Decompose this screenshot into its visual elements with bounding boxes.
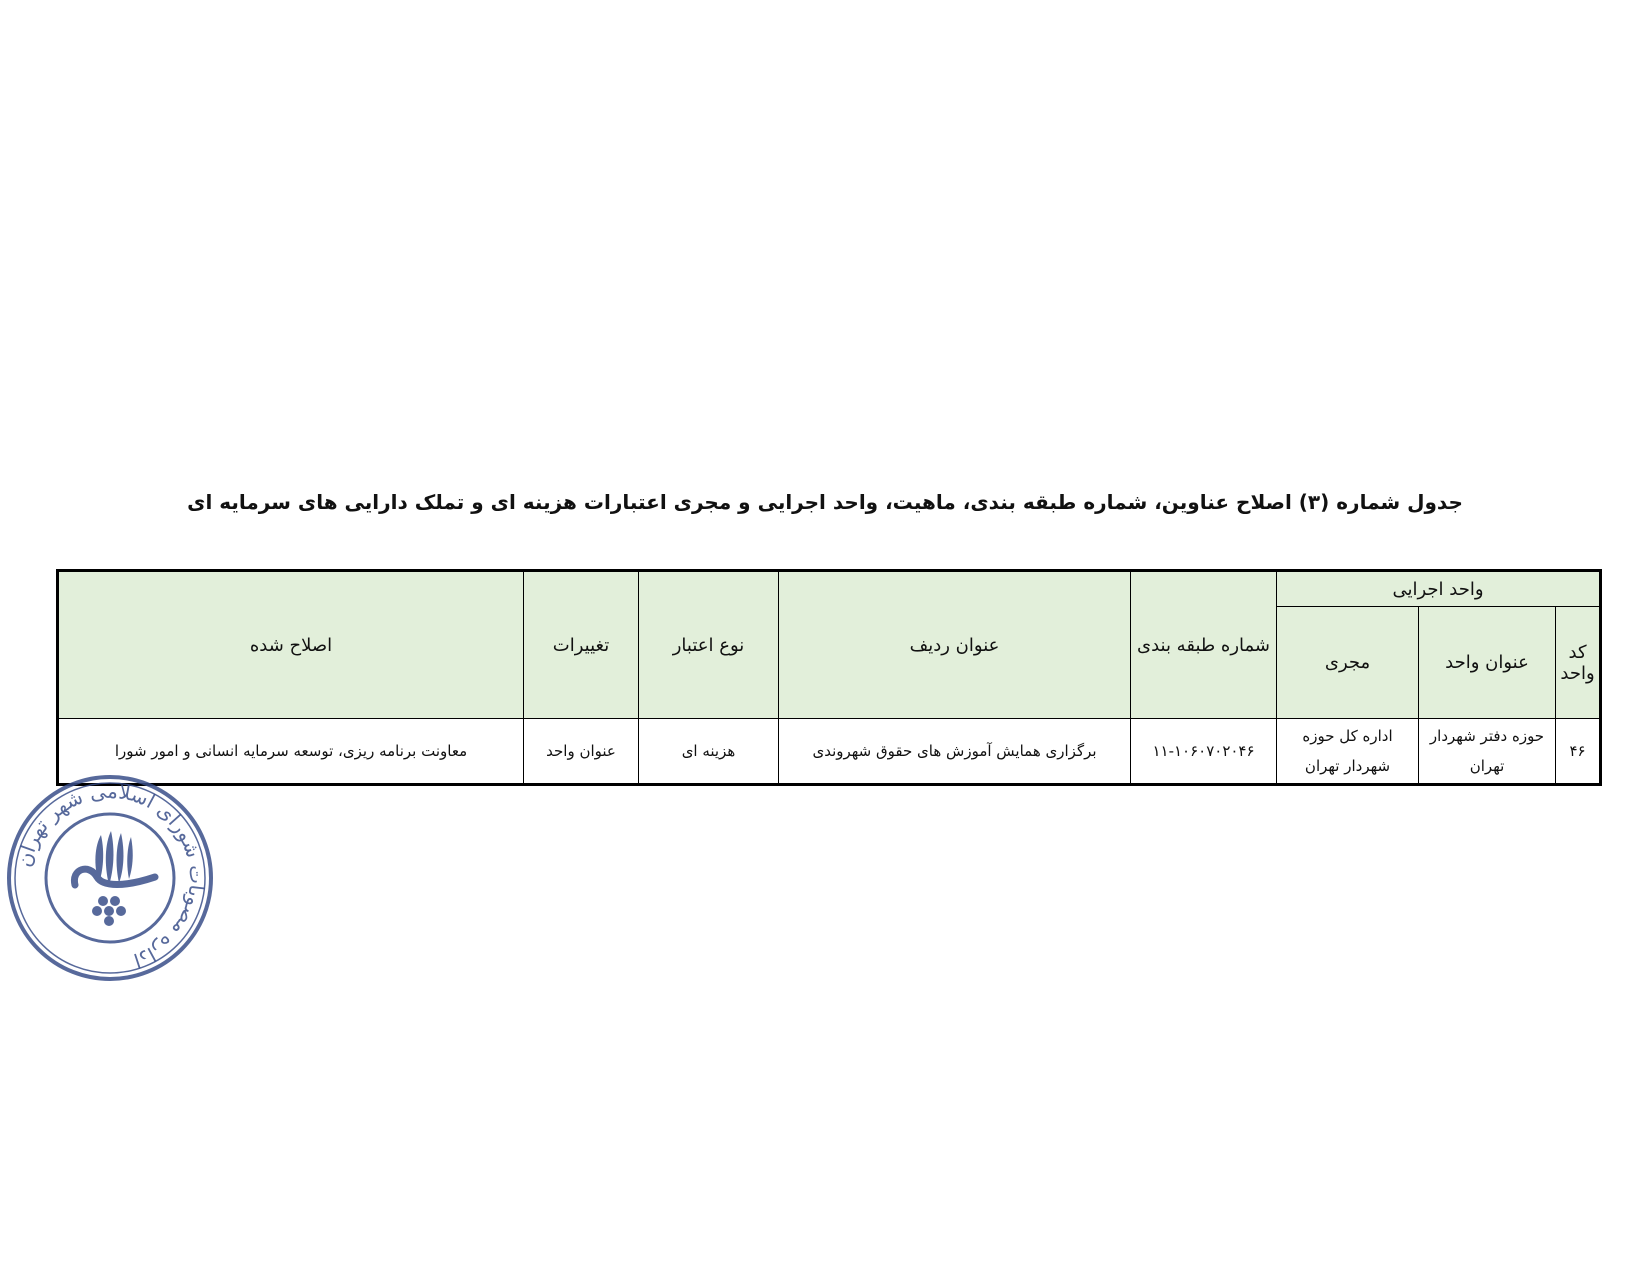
cell-credit-type: هزینه ای	[639, 719, 779, 785]
header-unit-code: کد واحد	[1556, 607, 1601, 719]
header-classification-number: شماره طبقه بندی	[1131, 571, 1277, 719]
cell-classification-number	[1131, 719, 1277, 785]
cell-corrected: معاونت برنامه ریزی، توسعه سرمایه انسانی و امور شورا	[58, 719, 524, 785]
cell-row-title: برگزاری همایش آموزش های حقوق شهروندی	[779, 719, 1131, 785]
header-changes: تغییرات	[524, 571, 639, 719]
header-corrected: اصلاح شده	[58, 571, 524, 719]
cell-executor: اداره کل حوزه شهردار تهران	[1277, 719, 1419, 785]
cell-changes: عنوان واحد	[524, 719, 639, 785]
data-table	[56, 569, 1602, 786]
document-title: جدول شماره (۳) اصلاح عناوین، شماره طبقه بندی، ماهیت، واحد اجرایی و مجری اعتبارات هزینه ای و تملک دارایی های سرمایه ای	[187, 490, 1463, 514]
cell-unit-title: حوزه دفتر شهردار تهران	[1419, 719, 1556, 785]
council-seal-stamp	[5, 773, 215, 983]
table-row	[58, 719, 1601, 785]
cell-unit-code: ۴۶	[1556, 719, 1601, 785]
classification-number-value: ۱۱-۱۰۶۰۷۰۲۰۴۶	[1152, 742, 1255, 760]
header-unit-title: عنوان واحد	[1419, 607, 1556, 719]
table-container	[56, 569, 1599, 786]
header-row-title: عنوان ردیف	[779, 571, 1131, 719]
header-executive-unit-group: واحد اجرایی	[1277, 571, 1601, 607]
header-executor: مجری	[1277, 607, 1419, 719]
seal-emblem-icon	[74, 831, 155, 926]
header-credit-type: نوع اعتبار	[639, 571, 779, 719]
seal-text-path: اداره مصوبات شورای اسلامی شهر تهران	[11, 778, 210, 973]
